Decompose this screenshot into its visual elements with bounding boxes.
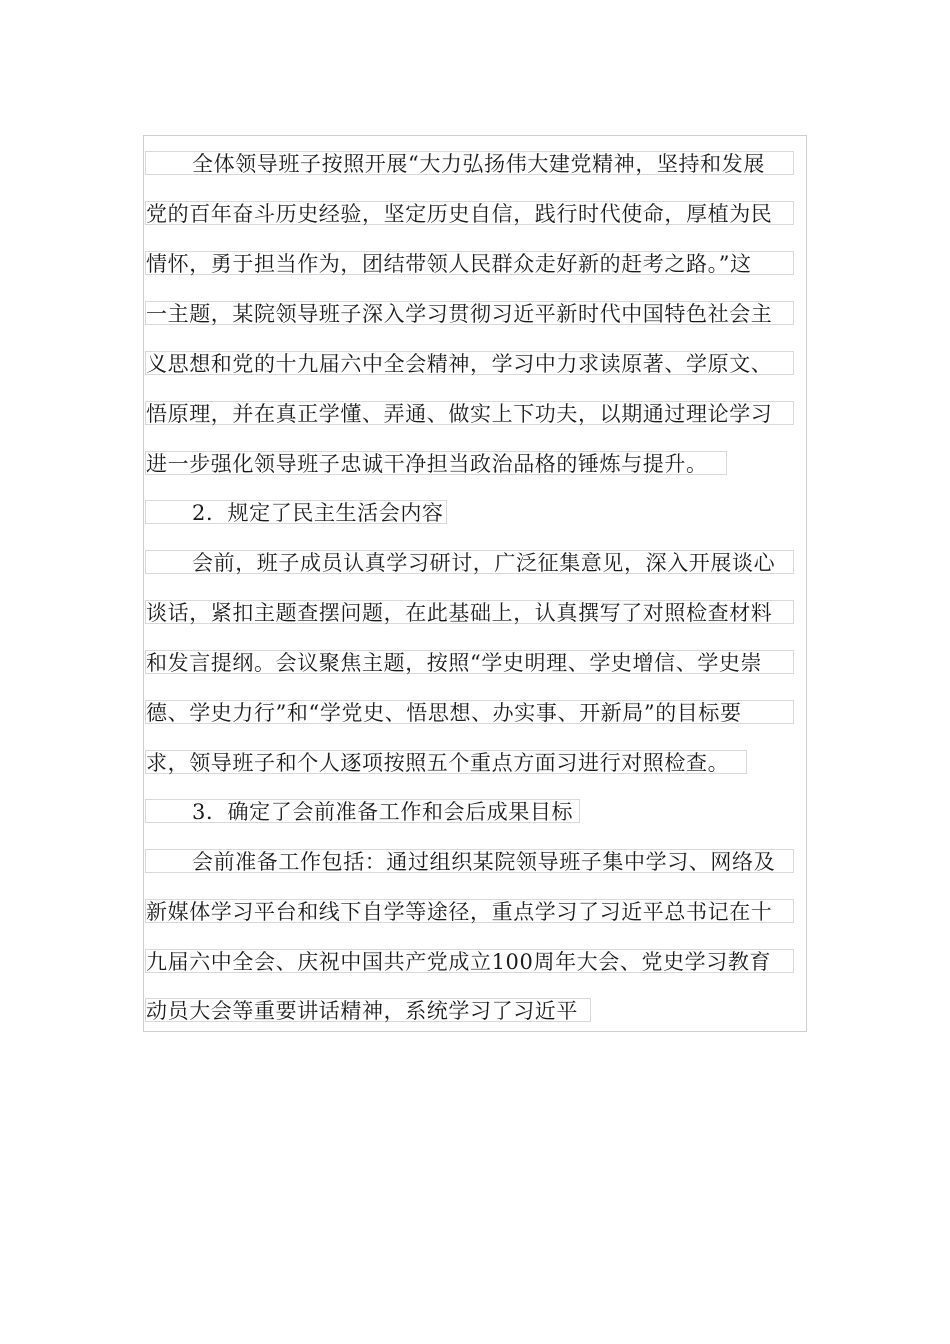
paragraph-line: 和发言提纲。会议聚焦主题，按照“学史明理、学史增信、学史崇 [145, 650, 794, 674]
section-heading: 2．规定了民主生活会内容 [145, 500, 447, 524]
paragraph-line: 情怀，勇于担当作为，团结带领人民群众走好新的赶考之路。”这 [145, 251, 794, 275]
paragraph-line: 党的百年奋斗历史经验，坚定历史自信，践行时代使命，厚植为民 [145, 201, 794, 225]
paragraph-line: 悟原理，并在真正学懂、弄通、做实上下功夫，以期通过理论学习 [145, 401, 794, 425]
paragraph-line: 一主题，某院领导班子深入学习贯彻习近平新时代中国特色社会主 [145, 301, 794, 325]
paragraph-line: 会前准备工作包括：通过组织某院领导班子集中学习、网络及 [145, 849, 794, 873]
paragraph-line: 全体领导班子按照开展“大力弘扬伟大建党精神，坚持和发展 [145, 151, 794, 175]
paragraph-line: 进一步强化领导班子忠诚干净担当政治品格的锤炼与提升。 [145, 451, 727, 475]
paragraph-line: 谈话，紧扣主题查摆问题，在此基础上，认真撰写了对照检查材料 [145, 600, 794, 624]
paragraph-line: 会前，班子成员认真学习研讨，广泛征集意见，深入开展谈心 [145, 550, 794, 574]
paragraph-line: 九届六中全会、庆祝中国共产党成立100周年大会、党史学习教育 [145, 949, 794, 973]
paragraph-line: 义思想和党的十九届六中全会精神，学习中力求读原著、学原文、 [145, 351, 794, 375]
paragraph-line: 新媒体学习平台和线下自学等途径，重点学习了习近平总书记在十 [145, 899, 794, 923]
paragraph-line: 求，领导班子和个人逐项按照五个重点方面习进行对照检查。 [145, 750, 747, 774]
paragraph-line: 德、学史力行”和“学党史、悟思想、办实事、开新局”的目标要 [145, 700, 794, 724]
paragraph-line: 动员大会等重要讲话精神，系统学习了习近平 [145, 998, 591, 1022]
section-heading: 3．确定了会前准备工作和会后成果目标 [145, 799, 580, 823]
